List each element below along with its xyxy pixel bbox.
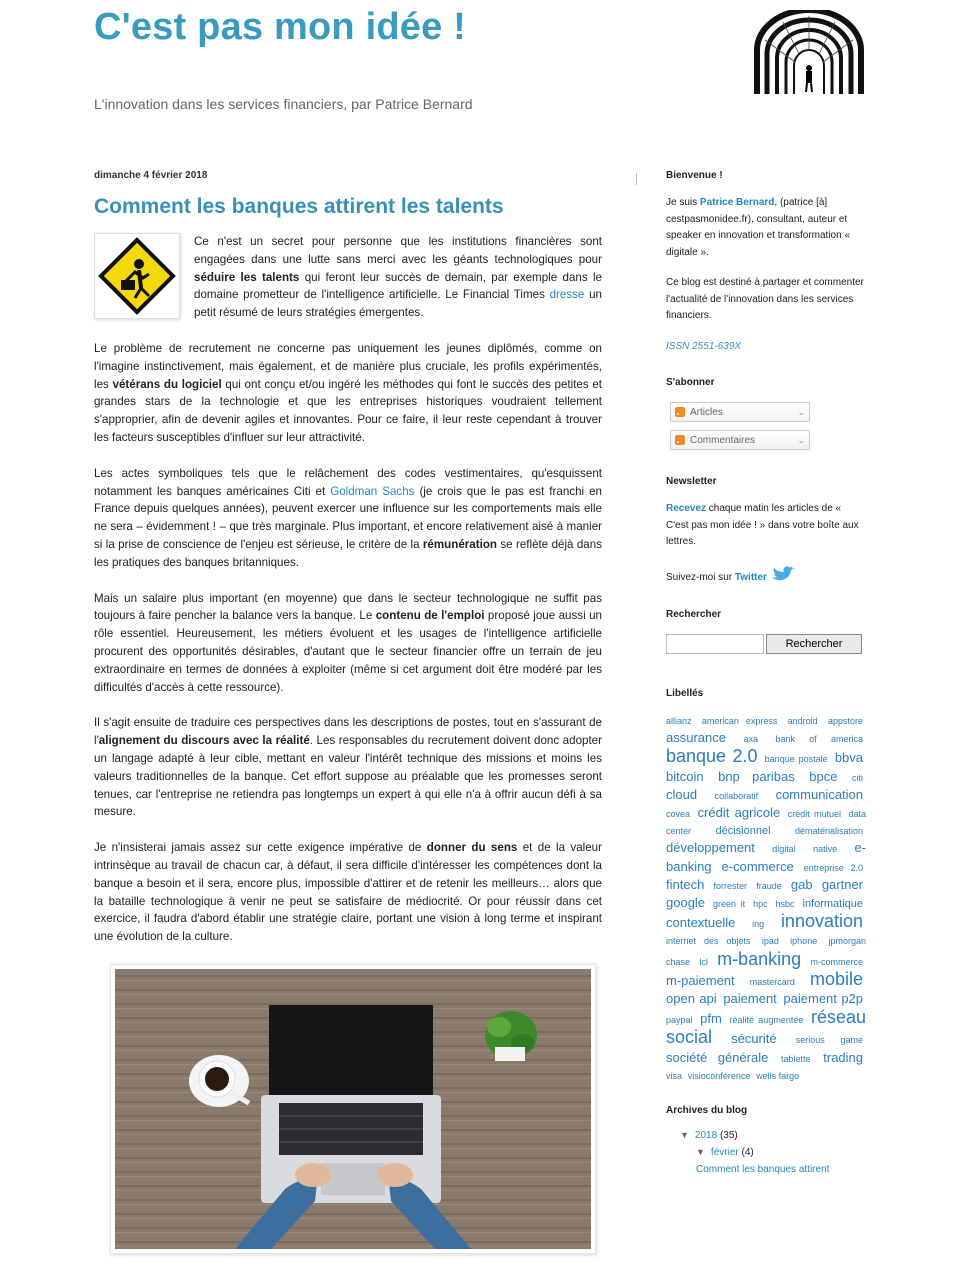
search-input[interactable] — [666, 634, 764, 654]
column-separator — [636, 173, 637, 185]
label-tag[interactable]: allianz — [666, 716, 692, 726]
archive-month-link[interactable]: février — [710, 1147, 739, 1159]
post-paragraph-5: Il s'agit ensuite de traduire ces perspectives dans les descriptions de postes, tout en s'assurant de l'alignement du discours avec la réalité. Les responsables du recrutement doivent donc adopter un langage adapté à leur cible, mettant en valeur l'intérêt technique des missions et moins les valeurs traditionnelles de la banque. Cet effort suppose au préalable que les promesses seront tenues, car l'entreprise ne retiendra pas longtemps un expert à qui elle n'a à offrir aucun défi à sa mesure. — [94, 716, 602, 819]
archive-year-2018[interactable] — [666, 1130, 866, 1141]
welcome-widget — [666, 170, 866, 355]
label-tag[interactable]: hpc — [753, 899, 768, 910]
label-tag[interactable]: pfm — [700, 1011, 722, 1027]
label-cloud — [666, 713, 866, 1085]
newsletter-title: Newsletter — [666, 476, 717, 487]
label-tag[interactable]: réseau social — [666, 1007, 867, 1048]
label-tag[interactable]: paiement p2p — [783, 991, 864, 1007]
label-tag[interactable]: bbva — [834, 750, 864, 766]
label-tag[interactable]: sécurité — [731, 1031, 777, 1047]
label-tag[interactable]: contextuelle — [666, 915, 736, 931]
label-tag[interactable]: crédit mutuel — [787, 809, 841, 820]
subscribe-comments-label: Commentaires — [690, 434, 756, 446]
twitter-link[interactable]: Twitter — [734, 571, 767, 583]
label-tag[interactable]: green it — [712, 899, 746, 910]
label-tag[interactable]: google — [666, 895, 706, 911]
chevron-down-icon: ⌄ — [797, 406, 805, 417]
labels-widget — [666, 688, 866, 1085]
post-image-laptop[interactable] — [110, 964, 596, 1254]
label-tag[interactable]: bpce — [809, 768, 838, 784]
label-tag[interactable]: digital — [772, 844, 796, 855]
archive-month-feb[interactable] — [666, 1147, 866, 1158]
post-paragraph-6: Je n'insisterai jamais assez sur cette exigence impérative de donner du sens et de la valeur intrinsèque au travail de chacun car, à défaut, il sera difficile d'intéresser les compétences dont la banque a besoin et il sera, encore plus, impossible d'attirer et de retenir les meilleurs… alors que la bataille technologique à venir ne peut se satisfaire de médiocrité. Or pour réussir dans cet exercice, il faudra d'abord établir une stratégie claire, portant une vision à long terme et inspirant une évolution de la culture. — [94, 841, 602, 944]
label-tag[interactable]: e-banking — [666, 840, 866, 874]
label-tag[interactable]: paypal — [666, 1015, 693, 1026]
label-tag[interactable]: lcl — [699, 956, 708, 967]
label-tag[interactable]: visioconférence — [687, 1070, 751, 1081]
label-tag[interactable]: serious game — [795, 1035, 863, 1046]
header-tunnel-image — [753, 10, 865, 94]
label-tag[interactable]: m-banking — [717, 948, 802, 969]
label-tag[interactable]: m-paiement — [666, 972, 735, 988]
label-tag[interactable]: mastercard — [749, 976, 795, 987]
blog-description: L'innovation dans les services financiers, par Patrice Bernard — [94, 96, 473, 112]
archive-title: Archives du blog — [666, 1105, 748, 1117]
label-tag[interactable]: axa — [743, 734, 759, 745]
label-tag[interactable]: gab — [790, 876, 813, 892]
label-tag[interactable]: ipad — [761, 936, 779, 947]
issn-label: ISSN 2551-639X — [666, 340, 742, 352]
warning-sign-icon — [94, 233, 180, 319]
label-tag[interactable]: banque 2.0 — [666, 746, 758, 767]
label-tag[interactable]: développement — [666, 840, 755, 856]
label-tag[interactable]: informatique — [802, 898, 864, 911]
label-tag[interactable]: trading — [823, 1049, 864, 1065]
label-tag[interactable]: native — [813, 844, 838, 855]
search-widget — [666, 609, 866, 654]
label-tag[interactable]: cloud — [666, 786, 698, 802]
label-tag[interactable]: gartner — [821, 876, 864, 892]
newsletter-link[interactable]: Recevez — [666, 503, 707, 514]
label-tag[interactable]: jpmorgan chase — [666, 936, 867, 967]
subscribe-comments-button[interactable] — [670, 430, 810, 450]
subscribe-articles-label: Articles — [690, 406, 723, 418]
label-tag[interactable]: forrester — [713, 880, 748, 891]
label-tag[interactable]: e-commerce — [721, 858, 794, 874]
post-paragraph-4: Mais un salaire plus important (en moyenne) que dans le secteur technologique ne suffit pas toujours à faire pencher la balance vers la banque. Le contenu de l'emploi proposé joue aussi un rôle essentiel. Heureusement, les métiers évoluent et les usages de l'intelligence artificielle procurent des opportunités désirables, d'autant que le secteur financier offre un terrain de jeu extraordinaire en termes de données à exploiter (même si cet argument doit être modéré par les difficultés d'accès à cette ressource). — [94, 591, 602, 694]
labels-title: Libellés — [666, 688, 704, 699]
label-tag[interactable]: internet des objets — [666, 936, 751, 947]
label-tag[interactable]: citi — [852, 772, 863, 783]
label-tag[interactable]: paiement — [723, 991, 777, 1007]
label-tag[interactable]: entreprise 2.0 — [803, 862, 863, 873]
label-tag[interactable]: data center — [666, 809, 867, 837]
subscribe-articles-button[interactable] — [670, 402, 810, 422]
archive-year-link[interactable]: 2018 — [694, 1130, 718, 1142]
label-tag[interactable]: bnp paribas — [718, 768, 795, 784]
chevron-down-icon: ⌄ — [797, 434, 805, 445]
archive-post-link[interactable]: Comment les banques attirent — [696, 1164, 830, 1176]
rss-icon — [675, 435, 685, 445]
blog-title[interactable]: C'est pas mon idée ! — [94, 6, 467, 48]
search-title: Rechercher — [666, 609, 722, 620]
newsletter-widget — [666, 476, 866, 589]
label-tag[interactable]: visa — [666, 1070, 683, 1081]
label-tag[interactable]: covea — [666, 809, 691, 820]
subscribe-widget — [666, 377, 866, 450]
label-tag[interactable]: m-commerce — [810, 956, 864, 967]
label-tag[interactable]: mobile — [809, 968, 863, 989]
label-tag[interactable]: wells fargo — [756, 1070, 800, 1081]
label-tag[interactable]: crédit agricole — [697, 805, 781, 821]
goldman-sachs-link[interactable]: Goldman Sachs — [330, 484, 415, 498]
newsletter-text: Recevez chaque matin les articles de « C'est pas mon idée ! » dans votre boîte aux lettres. — [666, 503, 859, 547]
welcome-title: Bienvenue ! — [666, 170, 723, 181]
label-tag[interactable]: android — [787, 716, 818, 726]
label-tag[interactable]: décisionnel — [715, 825, 771, 838]
welcome-description: Ce blog est destiné à partager et commenter l'actualité de l'innovation dans les services financiers. — [666, 277, 864, 321]
label-tag[interactable]: assurance — [666, 730, 726, 746]
post-paragraph-2: Le problème de recrutement ne concerne pas uniquement les jeunes diplômés, comme on l'imagine instinctivement, mais également, et de manière plus cruciale, les profils expérimentés, les vétérans du logiciel qui ont conçu et/ou ingéré les méthodes qui font le succès des petites et grandes stars de la technologie et que les entreprises historiques voudraient tellement s'approprier, afin de devenir agiles et innovantes. Pour ce faire, il leur reste cependant à trouver les facteurs susceptibles d'influer sur leur attractivité. — [94, 341, 603, 444]
dresse-link[interactable]: dresse — [549, 288, 585, 302]
label-tag[interactable]: american express — [701, 716, 778, 726]
search-button[interactable]: Rechercher — [766, 634, 862, 654]
label-tag[interactable]: tablette — [781, 1053, 811, 1064]
label-tag[interactable]: bitcoin — [666, 768, 704, 784]
label-tag[interactable]: réalité augmentée — [729, 1015, 804, 1026]
label-tag[interactable]: hsbc — [775, 899, 795, 910]
archive-month-count: (4) — [741, 1147, 754, 1159]
label-tag[interactable]: appstore — [827, 716, 864, 726]
post-intro — [94, 233, 602, 322]
label-tag[interactable]: ing — [752, 919, 765, 930]
sidebar — [666, 170, 866, 1195]
label-tag[interactable]: fintech — [666, 876, 705, 892]
label-tag[interactable]: open api — [666, 991, 717, 1007]
label-tag[interactable]: société générale — [666, 1049, 769, 1065]
welcome-text: Je suis Patrice Bernard, (patrice [à] cestpasmonidee.fr), consultant, auteur et speaker en innovation et transformation « digitale ». — [666, 197, 850, 258]
subscribe-title: S'abonner — [666, 377, 715, 388]
label-tag[interactable]: collaboratif — [714, 790, 759, 801]
post — [94, 170, 602, 1254]
post-title[interactable]: Comment les banques attirent les talents — [94, 195, 504, 218]
label-tag[interactable]: bank of america — [775, 734, 864, 745]
post-paragraph-1: Ce n'est un secret pour personne que les institutions financières sont engagées dans une lutte sans merci avec les géants technologiques pour séduire les talents qui feront leur succès de demain, par exemple dans le domaine prometteur de l'intelligence artificielle. Le Financial Times dresse un petit résumé de leurs stratégies émergentes. — [194, 235, 602, 320]
follow-text: Suivez-moi sur Twitter — [666, 565, 866, 590]
post-paragraph-3: Les actes symboliques tels que le relâchement des codes vestimentaires, qu'esquissent notamment les banques américaines Citi et Goldman Sachs (je crois que le pas est franchi en France depuis quelques années), peuvent exercer une influence sur les comportements mais elle ne sera – évidemment ! – que très marginale. Plus important, et encore relativement aisé à manier si la prise de conscience de l'enjeu est sérieuse, le critère de la rémunération se reflète déjà dans les pratiques des banques britanniques. — [94, 466, 602, 569]
archive-year-count: (35) — [719, 1130, 738, 1142]
triangle-down-icon[interactable]: ▼ — [680, 1130, 689, 1141]
label-tag[interactable]: iphone — [790, 936, 818, 947]
twitter-bird-icon[interactable] — [770, 565, 796, 590]
label-tag[interactable]: fraude — [756, 880, 782, 891]
label-tag[interactable]: dématérialisation — [794, 826, 864, 837]
archive-widget — [666, 1105, 866, 1175]
label-tag[interactable]: communication — [775, 786, 864, 802]
triangle-down-icon[interactable]: ▼ — [696, 1147, 705, 1158]
author-link[interactable]: Patrice Bernard — [699, 197, 775, 208]
post-date: dimanche 4 février 2018 — [94, 170, 208, 181]
label-tag[interactable]: banque postale — [764, 754, 828, 765]
label-tag[interactable]: innovation — [780, 911, 864, 932]
rss-icon — [675, 407, 685, 417]
archive-post-item[interactable] — [666, 1164, 866, 1175]
